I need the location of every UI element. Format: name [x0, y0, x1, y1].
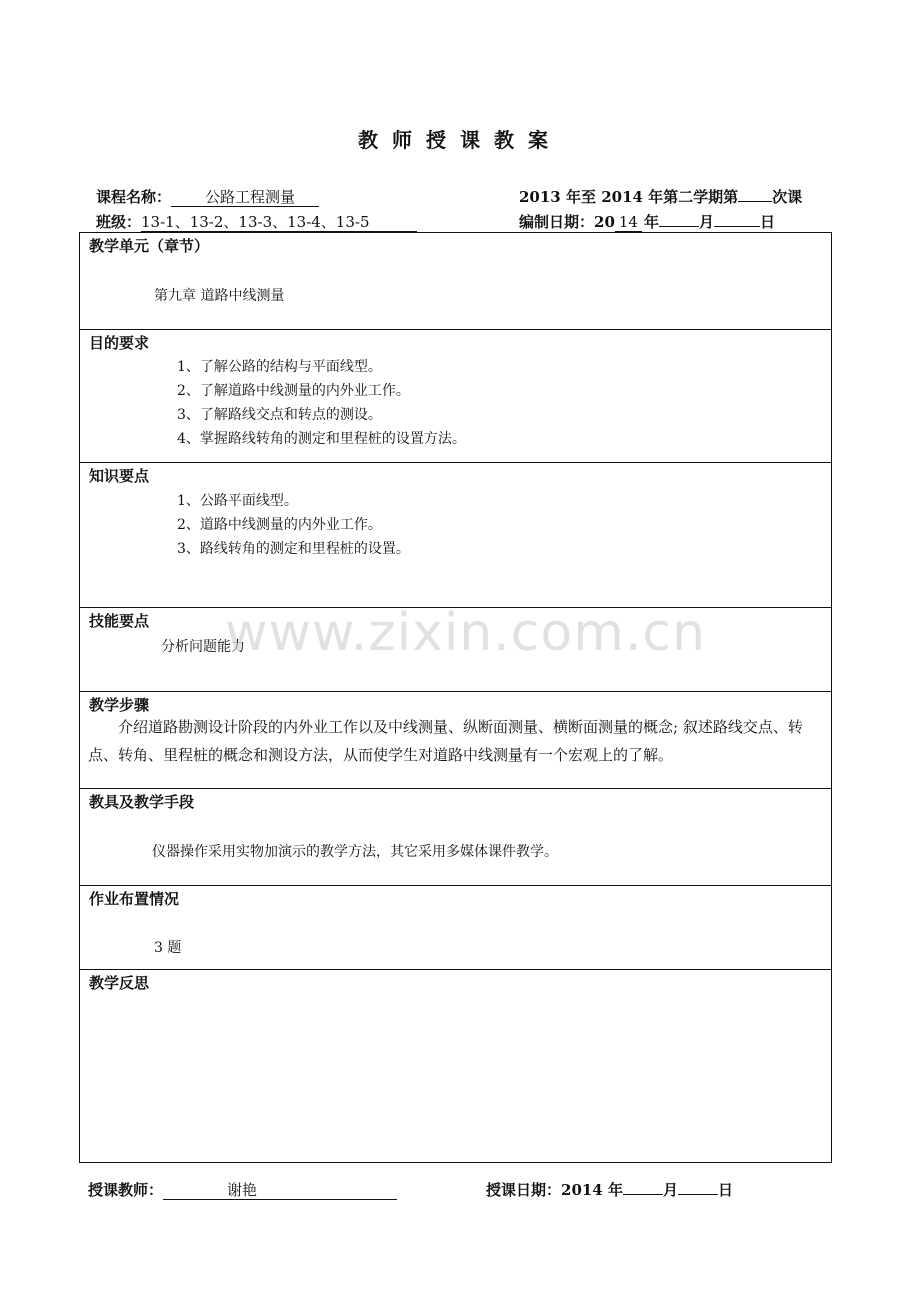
- class-row: [96, 212, 417, 232]
- term-blank: [738, 201, 772, 202]
- section-reflection: [80, 970, 831, 1162]
- prep-date-month-blank: [659, 226, 699, 227]
- teacher-value: 谢艳: [163, 1182, 397, 1200]
- knowledge-item: 1、公路平面线型。: [177, 493, 298, 509]
- class-date-day-unit: 日: [718, 1181, 734, 1199]
- prep-date-row: [519, 212, 775, 232]
- term-text: 2013 年至 2014 年第二学期第: [519, 188, 739, 206]
- document-title: 教师授课教案: [358, 128, 562, 152]
- prep-date-label: 编制日期：: [519, 213, 595, 231]
- prep-date-month-unit: 月: [699, 213, 715, 231]
- teaching-unit-content: 第九章 道路中线测量: [154, 288, 285, 304]
- teacher-row: [88, 1180, 397, 1200]
- class-date-day-blank: [678, 1194, 718, 1195]
- section-homework: [80, 886, 831, 970]
- skills-title: 技能要点: [89, 612, 150, 630]
- course-name-row: [96, 187, 319, 207]
- reflection-title: 教学反思: [89, 974, 150, 992]
- course-name-value: 公路工程测量: [171, 189, 319, 207]
- prep-date-day-blank: [714, 226, 760, 227]
- objectives-title: 目的要求: [89, 334, 150, 352]
- objective-item: 4、掌握路线转角的测定和里程桩的设置方法。: [177, 431, 466, 447]
- section-knowledge: [80, 463, 831, 608]
- lesson-plan-table: [79, 232, 832, 1163]
- teaching-tools-content: 仪器操作采用实物加演示的教学方法，其它采用多媒体课件教学。: [152, 844, 558, 860]
- skills-content: 分析问题能力: [161, 639, 245, 655]
- objective-item: 1、了解公路的结构与平面线型。: [177, 359, 382, 375]
- term-row: [519, 187, 802, 207]
- class-value: 13-1、13-2、13-3、13-4、13-5: [141, 214, 417, 232]
- term-suffix: 次课: [772, 188, 803, 206]
- objective-item: 2、了解道路中线测量的内外业工作。: [177, 383, 410, 399]
- prep-date-year-suffix: 14: [615, 214, 642, 232]
- homework-content: 3 题: [154, 940, 182, 956]
- knowledge-item: 2、道路中线测量的内外业工作。: [177, 517, 382, 533]
- section-teaching-steps: [80, 692, 831, 789]
- prep-date-year-prefix: 20: [594, 213, 615, 231]
- knowledge-title: 知识要点: [89, 467, 150, 485]
- watermark-text: www.zixin.com.cn: [225, 603, 706, 663]
- teaching-steps-title: 教学步骤: [89, 696, 150, 714]
- teacher-label: 授课教师：: [88, 1181, 164, 1199]
- class-date-month-unit: 月: [662, 1181, 678, 1199]
- prep-date-year-unit: 年: [643, 213, 659, 231]
- teaching-tools-title: 教具及教学手段: [89, 793, 195, 811]
- section-objectives: [80, 330, 831, 463]
- class-label: 班级：: [96, 213, 142, 231]
- knowledge-item: 3、路线转角的测定和里程桩的设置。: [177, 541, 410, 557]
- class-date-row: [486, 1180, 733, 1200]
- section-teaching-tools: [80, 789, 831, 886]
- objective-item: 3、了解路线交点和转点的测设。: [177, 407, 382, 423]
- prep-date-day-unit: 日: [760, 213, 776, 231]
- section-teaching-unit: [80, 233, 831, 330]
- course-name-label: 课程名称：: [96, 188, 172, 206]
- homework-title: 作业布置情况: [89, 890, 180, 908]
- teaching-unit-title: 教学单元（章节）: [89, 237, 210, 255]
- class-date-label: 授课日期：2014 年: [486, 1181, 623, 1199]
- class-date-month-blank: [623, 1194, 663, 1195]
- teaching-steps-content: 介绍道路勘测设计阶段的内外业工作以及中线测量、纵断面测量、横断面测量的概念; 叙述路线交点、转点、转角、里程桩的概念和测设方法，从而使学生对道路中线测量有一个宏观上的了解。: [88, 718, 803, 764]
